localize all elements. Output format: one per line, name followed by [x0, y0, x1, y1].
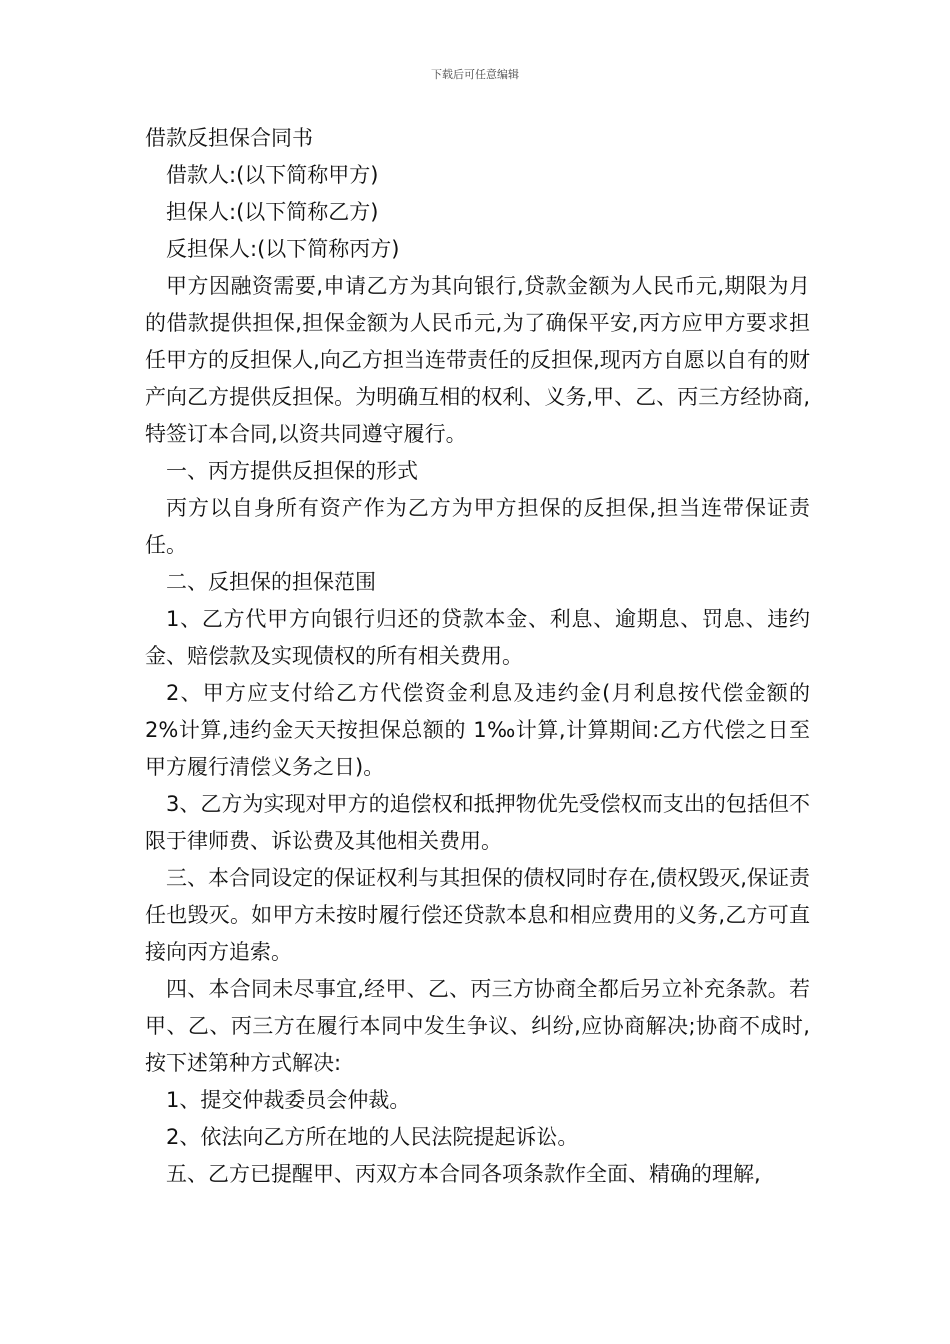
paragraph-section-3: 三、本合同设定的保证权利与其担保的债权同时存在,债权毁灭,保证责任也毁灭。如甲方未按时履行偿还贷款本息和相应费用的义务,乙方可直接向丙方追索。	[145, 866, 810, 964]
page-header: 下载后可任意编辑	[431, 68, 519, 81]
paragraph-borrower: 借款人:(以下简称甲方)	[166, 163, 379, 187]
paragraph-item-2-3: 3、乙方为实现对甲方的追偿权和抵押物优先受偿权而支出的包括但不限于律师费、诉讼费及其他相关费用。	[145, 792, 810, 853]
paragraph-section-5: 五、乙方已提醒甲、丙双方本合同各项条款作全面、精确的理解,	[166, 1162, 761, 1186]
paragraph-item-2-2: 2、甲方应支付给乙方代偿资金利息及违约金(月利息按代偿金额的 2%计算,违约金天天按担保总额的 1‰计算,计算期间:乙方代偿之日至甲方履行清偿义务之日)。	[145, 681, 810, 779]
paragraph-item-4-2: 2、依法向乙方所在地的人民法院提起诉讼。	[166, 1125, 579, 1149]
paragraph-section-4: 四、本合同未尽事宜,经甲、乙、丙三方协商全都后另立补充条款。若甲、乙、丙三方在履行本同中发生争议、纠纷,应协商解决;协商不成时,按下述第种方式解决:	[145, 977, 810, 1075]
paragraph-section-1: 丙方以自身所有资产作为乙方为甲方担保的反担保,担当连带保证责任。	[145, 496, 810, 557]
paragraph-item-2-1: 1、乙方代甲方向银行归还的贷款本金、利息、逾期息、罚息、违约金、赔偿款及实现债权的所有相关费用。	[145, 607, 810, 668]
paragraph-item-4-1: 1、提交仲裁委员会仲裁。	[166, 1088, 411, 1112]
paragraph-guarantor: 担保人:(以下简称乙方)	[166, 200, 379, 224]
document-body	[145, 120, 810, 1193]
paragraph-preamble: 甲方因融资需要,申请乙方为其向银行,贷款金额为人民币元,期限为月的借款提供担保,担保金额为人民币元,为了确保平安,丙方应甲方要求担任甲方的反担保人,向乙方担当连带责任的反担保,现丙方自愿以自有的财产向乙方提供反担保。为明确互相的权利、义务,甲、乙、丙三方经协商,特签订本合同,以资共同遵守履行。	[145, 274, 810, 446]
section-heading-2: 二、反担保的担保范围	[166, 570, 376, 594]
section-heading-1: 一、丙方提供反担保的形式	[166, 459, 418, 483]
paragraph-counter-guarantor: 反担保人:(以下简称丙方)	[166, 237, 400, 261]
document-title: 借款反担保合同书	[145, 126, 313, 150]
